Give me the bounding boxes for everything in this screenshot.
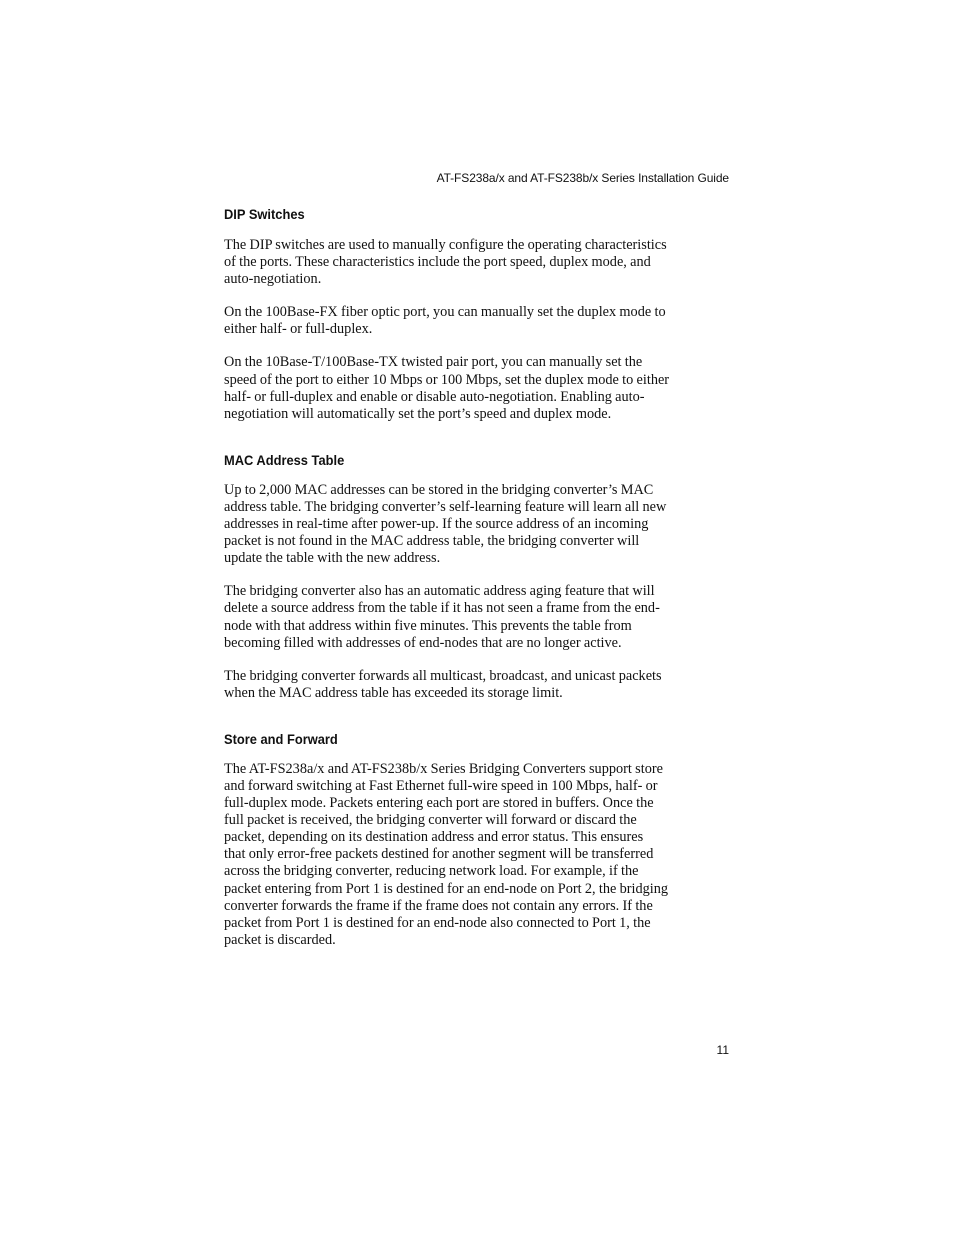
text-line: of the ports. These characteristics include the port speed, duplex mode, and [224, 254, 651, 271]
text-line: addresses in real-time after power-up. If the source address of an incoming [224, 516, 649, 533]
paragraph [224, 482, 730, 567]
text-line: node with that address within five minutes. This prevents the table from [224, 617, 632, 634]
text-line: address table. The bridging converter’s self-learning feature will learn all new [224, 498, 667, 515]
text-line: auto-negotiation. [224, 271, 322, 288]
text-line: when the MAC address table has exceeded its storage limit. [224, 684, 563, 701]
text-line: packet is discarded. [224, 931, 336, 948]
paragraph [224, 668, 730, 702]
text-line: and forward switching at Fast Ethernet full-wire speed in 100 Mbps, half- or [224, 777, 658, 794]
text-line: that only error-free packets destined for another segment will be transferred [224, 846, 654, 863]
text-line: half- or full-duplex and enable or disable auto-negotiation. Enabling auto- [224, 388, 645, 405]
page-number: 11 [716, 1043, 729, 1057]
text-line: packet is not found in the MAC address table, the bridging converter will [224, 533, 640, 550]
text-line: either half- or full-duplex. [224, 321, 373, 338]
text-line: Up to 2,000 MAC addresses can be stored in the bridging converter’s MAC [224, 481, 654, 498]
text-line: packet, depending on its destination address and error status. This ensures [224, 829, 644, 846]
text-line: The bridging converter also has an automatic address aging feature that will [224, 583, 655, 600]
text-line: update the table with the new address. [224, 550, 441, 567]
paragraph [224, 304, 730, 338]
section-heading-mac-address-table: MAC Address Table [224, 451, 345, 468]
section-heading-dip-switches: DIP Switches [224, 206, 305, 222]
paragraph [224, 761, 730, 949]
text-line: packet entering from Port 1 is destined for an end-node on Port 2, the bridging [224, 880, 669, 897]
text-line: becoming filled with addresses of end-nodes that are no longer active. [224, 634, 622, 651]
text-line: delete a source address from the table if it has not seen a frame from the end- [224, 600, 660, 617]
paragraph [224, 583, 730, 651]
text-line: full packet is received, the bridging converter will forward or discard the [224, 812, 637, 829]
section-heading-store-and-forward: Store and Forward [224, 730, 338, 747]
text-line: negotiation will automatically set the port’s speed and duplex mode. [224, 405, 612, 422]
text-line: full-duplex mode. Packets entering each port are stored in buffers. Once the [224, 795, 654, 812]
text-line: The DIP switches are used to manually configure the operating characteristics [224, 237, 667, 253]
paragraph [224, 354, 730, 422]
text-line: The AT-FS238a/x and AT-FS238b/x Series Bridging Converters support store [224, 760, 663, 777]
text-line: packet from Port 1 is destined for an end-node also connected to Port 1, the [224, 914, 651, 931]
text-line: across the bridging converter, reducing network load. For example, if the [224, 863, 639, 880]
text-line: On the 10Base-T/100Base-TX twisted pair port, you can manually set the [224, 354, 643, 371]
running-header: AT-FS238a/x and AT-FS238b/x Series Installation Guide [436, 171, 729, 185]
page-content [224, 205, 730, 949]
text-line: The bridging converter forwards all multicast, broadcast, and unicast packets [224, 667, 662, 684]
paragraph [224, 237, 730, 288]
text-line: On the 100Base-FX fiber optic port, you can manually set the duplex mode to [224, 304, 666, 321]
text-line: speed of the port to either 10 Mbps or 100 Mbps, set the duplex mode to either [224, 371, 670, 388]
text-line: converter forwards the frame if the frame does not contain any errors. If the [224, 897, 653, 914]
